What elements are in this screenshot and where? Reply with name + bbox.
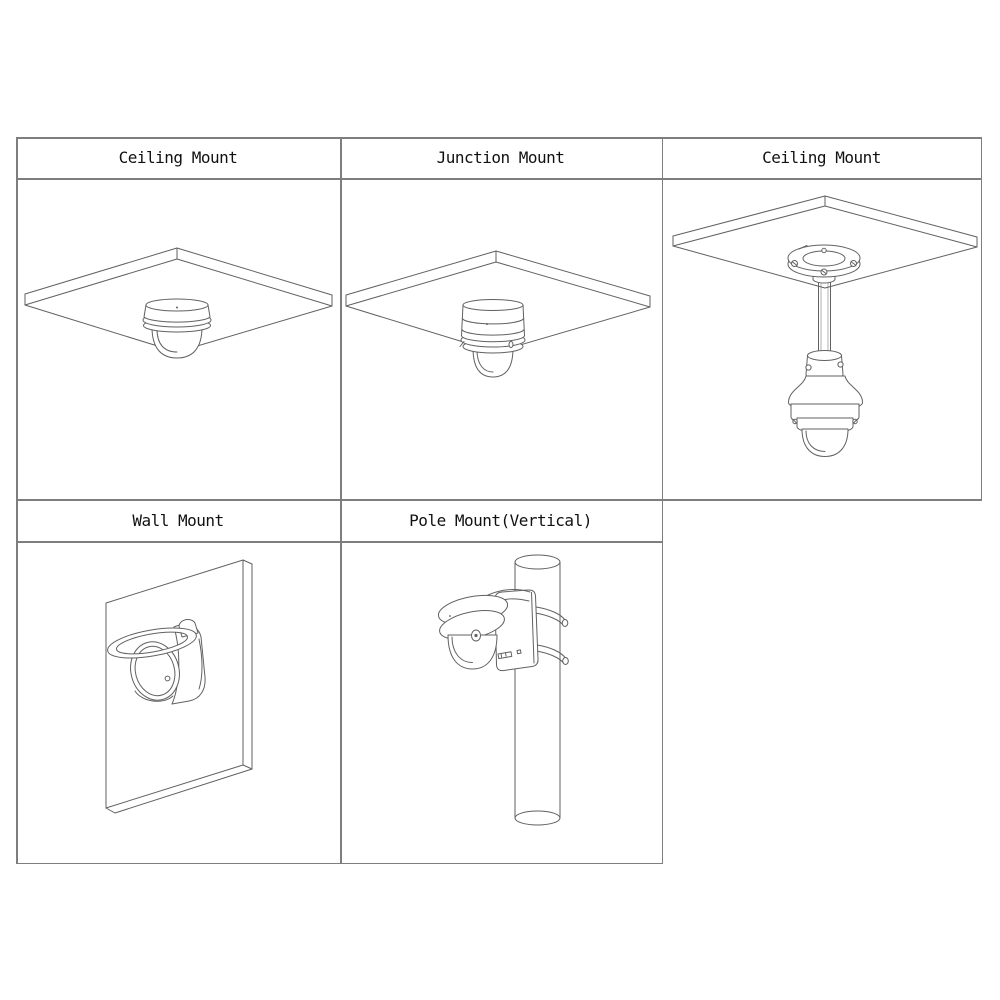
header-junction-mount xyxy=(340,137,661,178)
table-border-left xyxy=(16,137,18,864)
header-ceiling-mount-1 xyxy=(16,137,340,178)
junction-box-dome-camera xyxy=(460,300,525,378)
header-label: Pole Mount(Vertical) xyxy=(409,510,592,530)
ceiling-mount-diagram-1 xyxy=(16,178,340,499)
mini-dome-camera xyxy=(143,299,211,358)
header-wall-mount xyxy=(16,499,340,541)
mounting-options-table xyxy=(16,137,982,864)
header-label: Wall Mount xyxy=(132,510,224,530)
header-ceiling-mount-2 xyxy=(661,137,982,178)
table-border-right xyxy=(981,137,983,501)
header-label: Junction Mount xyxy=(436,148,565,167)
table-border-top xyxy=(16,137,982,139)
wall-mount-diagram xyxy=(16,541,340,864)
ceiling-mount-diagram-2 xyxy=(661,178,982,499)
pendant-pipe-dome-camera xyxy=(788,245,863,457)
row1-bottom-border xyxy=(16,499,982,501)
header1-underline xyxy=(16,178,982,180)
hooded-dome-camera xyxy=(105,619,205,705)
column-divider-2 xyxy=(662,137,664,864)
header-pole-mount-vertical xyxy=(340,499,661,541)
header-label: Ceiling Mount xyxy=(118,148,238,167)
pole-mount-diagram xyxy=(340,541,661,864)
junction-mount-diagram xyxy=(340,178,661,499)
header-label: Ceiling Mount xyxy=(762,148,881,167)
column-divider-1 xyxy=(340,137,342,864)
